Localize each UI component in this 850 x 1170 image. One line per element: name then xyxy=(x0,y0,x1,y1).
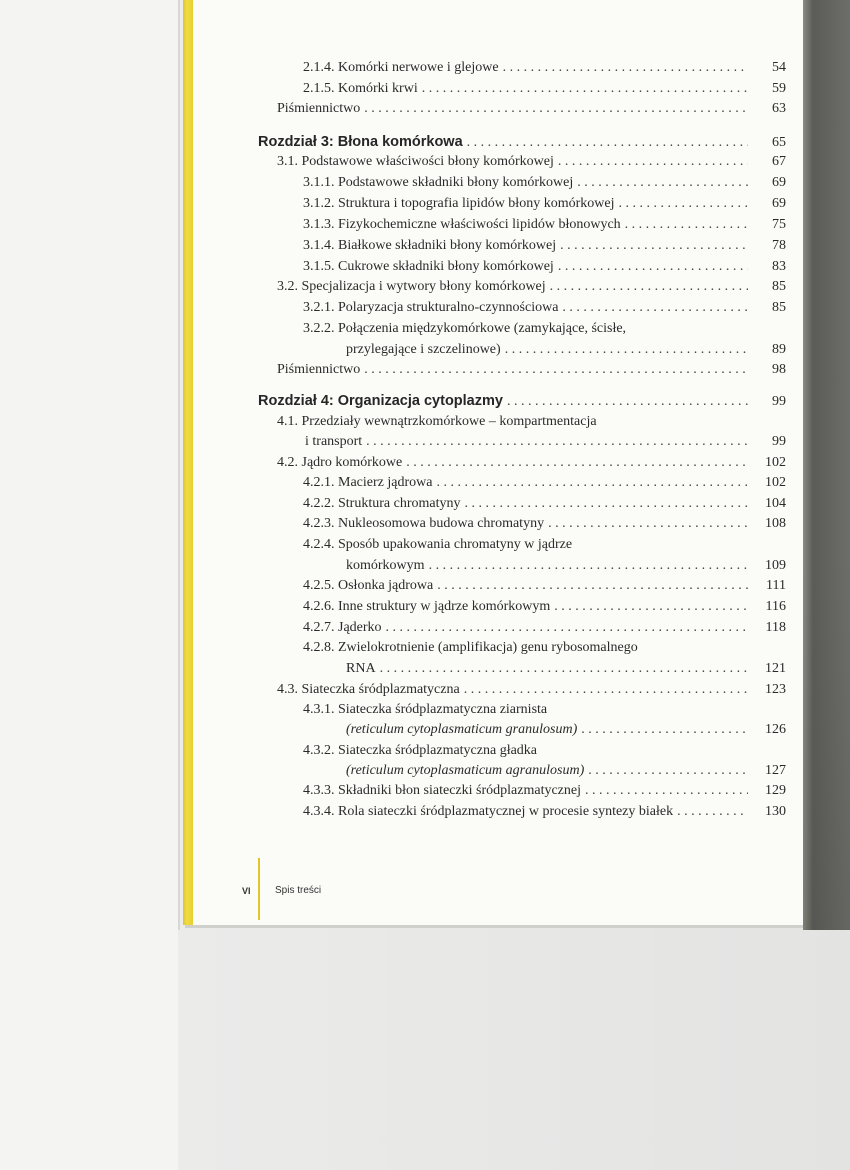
toc-entry-label: 3.2.1. Polaryzacja strukturalno-czynnościowa xyxy=(303,300,559,315)
toc-entry-references xyxy=(277,362,786,378)
toc-entry-page: 121 xyxy=(765,661,786,676)
toc-chapter-3 xyxy=(258,134,786,151)
toc-entry xyxy=(277,279,786,295)
toc-entry xyxy=(303,599,786,615)
toc-entry-page: 89 xyxy=(772,342,786,357)
toc-entry xyxy=(303,300,786,316)
toc-entry-label: 4.3.1. Siateczka śródplazmatyczna ziarnista xyxy=(303,702,548,717)
toc-entry-label: 4.2.7. Jąderko xyxy=(303,620,382,635)
toc-entry-continuation: RNA xyxy=(346,661,376,676)
toc-entry-label: 4.2.8. Zwielokrotnienie (amplifikacja) genu rybosomalnego xyxy=(303,640,638,655)
toc-leader-dots xyxy=(364,362,748,378)
toc-entry-page: 118 xyxy=(765,620,786,635)
toc-entry-page: 99 xyxy=(772,394,786,409)
toc-entry-page: 85 xyxy=(772,300,786,315)
toc-entry-continued xyxy=(346,722,786,738)
toc-entry-label: 4.2.4. Sposób upakowania chromatyny w jądrze xyxy=(303,537,573,552)
toc-leader-dots xyxy=(588,763,748,779)
toc-leader-dots xyxy=(581,722,748,738)
toc-leader-dots xyxy=(422,81,748,97)
footer-page-number: VI xyxy=(242,886,251,896)
toc-entry xyxy=(303,259,786,275)
toc-entry-page: 59 xyxy=(772,81,786,96)
toc-leader-dots xyxy=(625,217,748,233)
toc-leader-dots xyxy=(618,196,748,212)
toc-entry-page: 65 xyxy=(772,135,786,150)
toc-entry-continuation: komórkowym xyxy=(346,558,425,573)
toc-entry-label: 3.2.2. Połączenia międzykomórkowe (zamykające, ścisłe, xyxy=(303,321,627,336)
toc-chapter-title: Rozdział 3: Błona komórkowa xyxy=(258,134,463,150)
toc-entry-label: 4.2.2. Struktura chromatyny xyxy=(303,496,461,511)
toc-entry-label: Piśmiennictwo xyxy=(277,362,361,377)
toc-leader-dots xyxy=(464,682,748,698)
toc-entry-label: 4.3.3. Składniki błon siateczki śródplazmatycznej xyxy=(303,783,581,798)
toc-entry xyxy=(303,783,786,799)
toc-entry-page: 108 xyxy=(765,516,786,531)
toc-leader-dots xyxy=(436,475,748,491)
toc-leader-dots xyxy=(577,175,748,191)
toc-entry-continuation: (reticulum cytoplasmaticum agranulosum) xyxy=(346,763,585,778)
toc-entry xyxy=(303,578,786,594)
toc-entry-label: Piśmiennictwo xyxy=(277,101,361,116)
toc-leader-dots xyxy=(550,279,748,295)
toc-entry-page: 102 xyxy=(765,475,786,490)
toc-entry-page: 85 xyxy=(772,279,786,294)
toc-entry-page: 130 xyxy=(765,804,786,819)
toc-leader-dots xyxy=(467,135,748,151)
footer-running-title: Spis treści xyxy=(275,885,322,896)
toc-entry-label: 3.1.5. Cukrowe składniki błony komórkowej xyxy=(303,259,554,274)
toc-entry-label: 4.3.4. Rola siateczki śródplazmatycznej w procesie syntezy białek xyxy=(303,804,674,819)
toc-entry-page: 126 xyxy=(765,722,786,737)
toc-entry-page: 99 xyxy=(772,434,786,449)
toc-entry xyxy=(303,238,786,254)
toc-entry-label: 4.2.3. Nukleosomowa budowa chromatyny xyxy=(303,516,545,531)
toc-chapter-4 xyxy=(258,393,786,410)
toc-entry-page: 83 xyxy=(772,259,786,274)
toc-entry xyxy=(277,455,786,471)
toc-entry-label: 4.1. Przedziały wewnątrzkomórkowe – kompartmentacja xyxy=(277,414,597,429)
toc-entry-continuation: przylegające i szczelinowe) xyxy=(346,342,501,357)
toc-entry-label: 3.1. Podstawowe właściwości błony komórkowej xyxy=(277,154,554,169)
toc-entry xyxy=(277,682,786,698)
toc-entry-page: 109 xyxy=(765,558,786,573)
toc-entry xyxy=(303,81,786,97)
toc-entry-page: 78 xyxy=(772,238,786,253)
toc-entry xyxy=(303,475,786,491)
toc-entry xyxy=(303,217,786,233)
toc-entry-label: 4.2. Jądro komórkowe xyxy=(277,455,403,470)
toc-entry-label: 4.2.6. Inne struktury w jądrze komórkowym xyxy=(303,599,551,614)
toc-leader-dots xyxy=(560,238,748,254)
toc-leader-dots xyxy=(562,300,748,316)
toc-entry xyxy=(303,60,786,76)
toc-entry-continued xyxy=(346,558,786,574)
toc-leader-dots xyxy=(505,342,748,358)
toc-entry-label: 3.1.4. Białkowe składniki błony komórkowej xyxy=(303,238,557,253)
toc-entry-page: 69 xyxy=(772,196,786,211)
toc-leader-dots xyxy=(558,259,748,275)
toc-entry-page: 98 xyxy=(772,362,786,377)
toc-entry-page: 67 xyxy=(772,154,786,169)
toc-entry-continued xyxy=(305,434,786,450)
toc-entry-page: 127 xyxy=(765,763,786,778)
toc-entry xyxy=(303,804,786,820)
toc-leader-dots xyxy=(406,455,748,471)
toc-leader-dots xyxy=(585,783,748,799)
toc-leader-dots xyxy=(554,599,748,615)
toc-leader-dots xyxy=(503,60,748,76)
toc-entry-page: 104 xyxy=(765,496,786,511)
toc-leader-dots xyxy=(558,154,748,170)
toc-entry-label: 3.1.3. Fizykochemiczne właściwości lipidów błonowych xyxy=(303,217,621,232)
toc-leader-dots xyxy=(364,101,748,117)
toc-entry xyxy=(303,620,786,636)
toc-entry-label: 4.3.2. Siateczka śródplazmatyczna gładka xyxy=(303,743,538,758)
toc-leader-dots xyxy=(677,804,748,820)
toc-leader-dots xyxy=(386,620,748,636)
footer-accent-bar xyxy=(258,858,260,920)
toc-entry xyxy=(303,496,786,512)
toc-leader-dots xyxy=(380,661,748,677)
toc-entry-page: 102 xyxy=(765,455,786,470)
toc-entry-page: 54 xyxy=(772,60,786,75)
toc-entry-label: 2.1.5. Komórki krwi xyxy=(303,81,418,96)
toc-entry xyxy=(303,196,786,212)
toc-entry-page: 63 xyxy=(772,101,786,116)
toc-entry xyxy=(303,175,786,191)
toc-entry-references xyxy=(277,101,786,117)
toc-entry-continuation: (reticulum cytoplasmaticum granulosum) xyxy=(346,722,578,737)
toc-entry-label: 3.1.2. Struktura i topografia lipidów błony komórkowej xyxy=(303,196,615,211)
toc-entry-label: 4.2.1. Macierz jądrowa xyxy=(303,475,433,490)
toc-entry-label: 4.3. Siateczka śródplazmatyczna xyxy=(277,682,460,697)
toc-entry-page: 111 xyxy=(766,578,786,593)
toc-entry-page: 129 xyxy=(765,783,786,798)
toc-entry-label: 3.2. Specjalizacja i wytwory błony komórkowej xyxy=(277,279,546,294)
toc-entry xyxy=(303,516,786,532)
toc-entry-continuation: i transport xyxy=(305,434,363,449)
toc-entry-continued xyxy=(346,342,786,358)
toc-entry-label: 3.1.1. Podstawowe składniki błony komórkowej xyxy=(303,175,574,190)
toc-entry-label: 4.2.5. Osłonka jądrowa xyxy=(303,578,434,593)
toc-leader-dots xyxy=(464,496,748,512)
toc-entry-page: 116 xyxy=(765,599,786,614)
toc-leader-dots xyxy=(548,516,748,532)
toc-entry-continued xyxy=(346,661,786,677)
toc-entry-page: 123 xyxy=(765,682,786,697)
toc-leader-dots xyxy=(366,434,748,450)
toc-entry-page: 69 xyxy=(772,175,786,190)
toc-leader-dots xyxy=(429,558,748,574)
toc-entry-page: 75 xyxy=(772,217,786,232)
toc-entry-continued xyxy=(346,763,786,779)
toc-leader-dots xyxy=(507,394,748,410)
toc-chapter-title: Rozdział 4: Organizacja cytoplazmy xyxy=(258,393,503,409)
toc-entry xyxy=(277,154,786,170)
toc-entry-label: 2.1.4. Komórki nerwowe i glejowe xyxy=(303,60,499,75)
toc-leader-dots xyxy=(437,578,748,594)
